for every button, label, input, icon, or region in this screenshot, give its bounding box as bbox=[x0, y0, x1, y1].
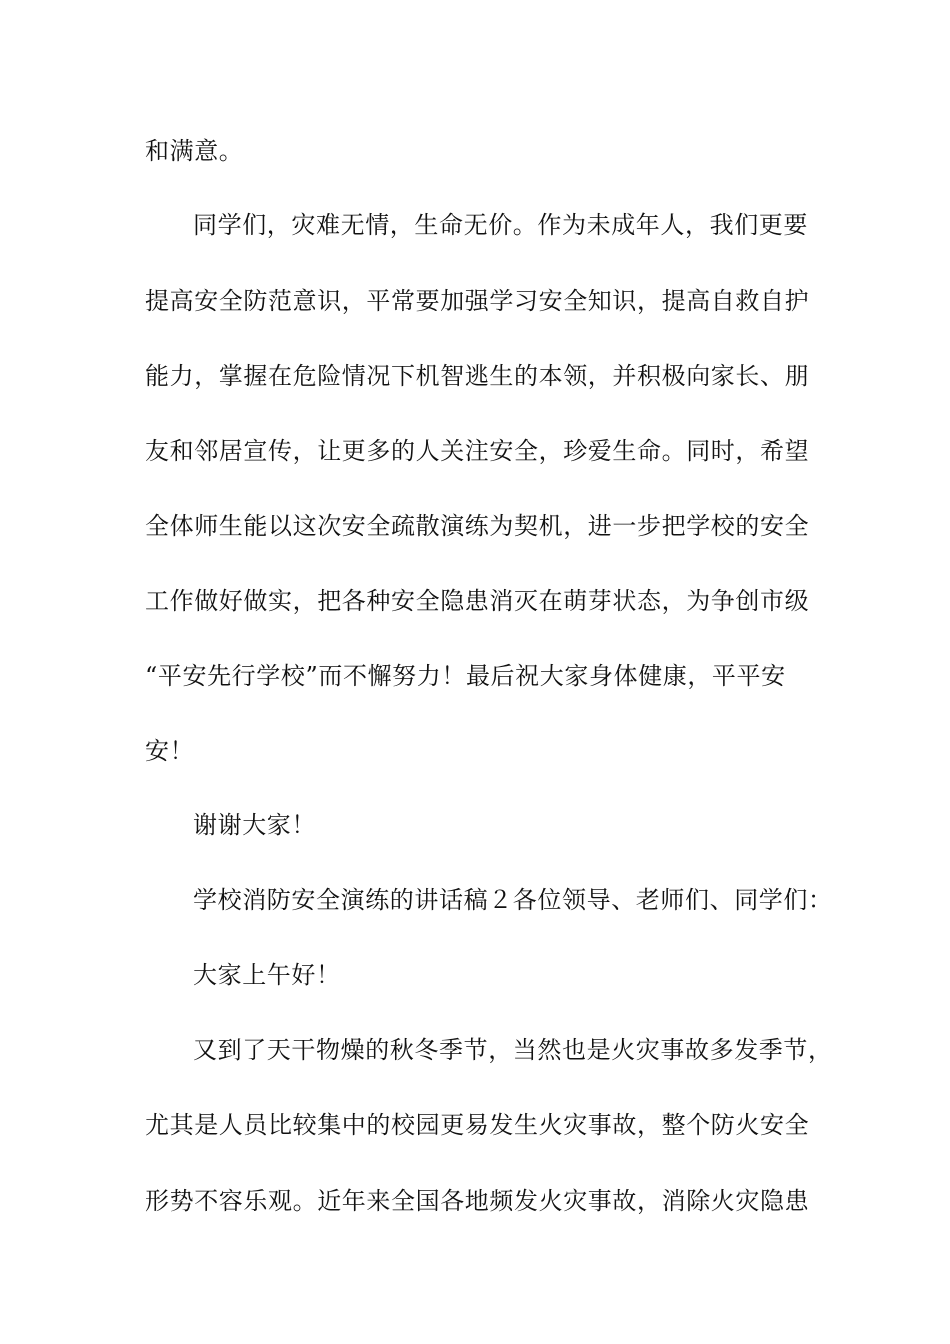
text-line: 工作做好做实，把各种安全隐患消灭在萌芽状态，为争创市级 bbox=[145, 587, 810, 615]
text-line: 形势不容乐观。近年来全国各地频发火灾事故，消除火灾隐患 bbox=[145, 1187, 810, 1215]
text-line: 友和邻居宣传，让更多的人关注安全，珍爱生命。同时，希望 bbox=[145, 437, 810, 465]
text-line: 能力，掌握在危险情况下机智逃生的本领，并积极向家长、朋 bbox=[145, 362, 810, 390]
text-line: 和满意。 bbox=[145, 137, 244, 165]
text-line: 尤其是人员比较集中的校园更易发生火灾事故，整个防火安全 bbox=[145, 1111, 810, 1139]
text-line: 安！ bbox=[145, 737, 195, 765]
paragraph-start-line: 谢谢大家！ bbox=[193, 811, 316, 839]
paragraph-start-line: 大家上午好！ bbox=[193, 961, 341, 989]
text-line: 全体师生能以这次安全疏散演练为契机，进一步把学校的安全 bbox=[145, 512, 810, 540]
paragraph-start-line: 又到了天干物燥的秋冬季节，当然也是火灾事故多发季节， bbox=[193, 1036, 833, 1064]
paragraph-start-line: 同学们，灾难无情，生命无价。作为未成年人，我们更要 bbox=[193, 211, 808, 239]
text-line: 提高安全防范意识，平常要加强学习安全知识，提高自救自护 bbox=[145, 287, 810, 315]
text-line: “平安先行学校”而不懈努力！最后祝大家身体健康，平平安 bbox=[145, 662, 786, 690]
paragraph-start-line: 学校消防安全演练的讲话稿２各位领导、老师们、同学们： bbox=[193, 886, 833, 914]
